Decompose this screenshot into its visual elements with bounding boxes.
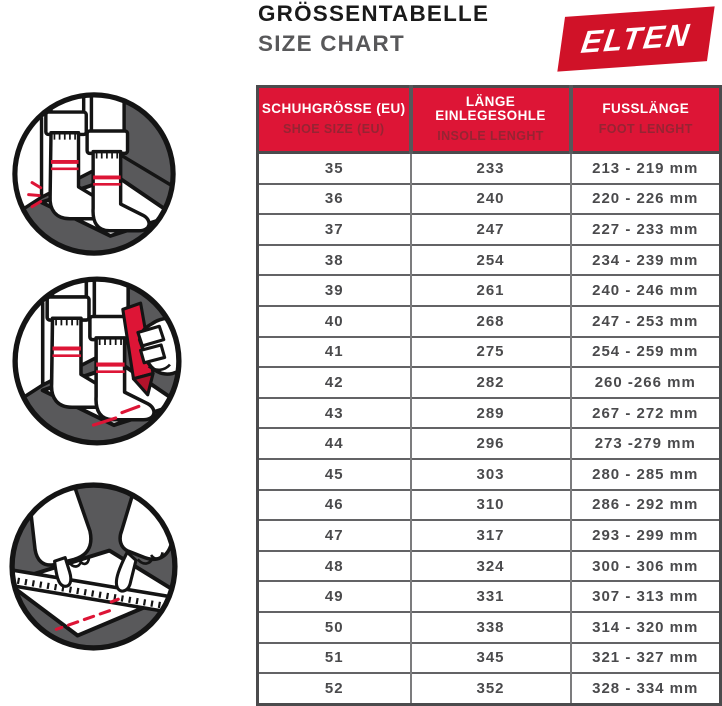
- cell-insole-length: 289: [411, 398, 571, 429]
- cell-shoe-size: 38: [258, 245, 411, 276]
- cell-shoe-size: 51: [258, 643, 411, 674]
- table-row: [258, 459, 721, 490]
- cell-insole-length: 296: [411, 428, 571, 459]
- cell-foot-length: 254 - 259 mm: [571, 337, 721, 368]
- cell-shoe-size: 35: [258, 153, 411, 184]
- cell-foot-length: 286 - 292 mm: [571, 490, 721, 521]
- column-header-foot-length-de: FUSSLÄNGE: [602, 101, 690, 116]
- cell-shoe-size: 44: [258, 428, 411, 459]
- heel-against-wall-illustration: [8, 88, 180, 260]
- table-row: [258, 245, 721, 276]
- cell-insole-length: 275: [411, 337, 571, 368]
- column-header-insole-length-en: INSOLE LENGHT: [437, 129, 544, 143]
- cell-insole-length: 338: [411, 612, 571, 643]
- table-header-row: [258, 87, 721, 153]
- table-row: [258, 581, 721, 612]
- cell-foot-length: 314 - 320 mm: [571, 612, 721, 643]
- table-row: [258, 153, 721, 184]
- cell-foot-length: 307 - 313 mm: [571, 581, 721, 612]
- cell-shoe-size: 45: [258, 459, 411, 490]
- table-row: [258, 306, 721, 337]
- cell-shoe-size: 41: [258, 337, 411, 368]
- table-row: [258, 643, 721, 674]
- cell-foot-length: 247 - 253 mm: [571, 306, 721, 337]
- cell-foot-length: 240 - 246 mm: [571, 275, 721, 306]
- table-row: [258, 490, 721, 521]
- size-table: [256, 85, 722, 706]
- column-header-foot-length: [571, 87, 721, 153]
- cell-insole-length: 324: [411, 551, 571, 582]
- table-row: [258, 612, 721, 643]
- cell-shoe-size: 40: [258, 306, 411, 337]
- table-row: [258, 367, 721, 398]
- cell-shoe-size: 52: [258, 673, 411, 704]
- cell-insole-length: 317: [411, 520, 571, 551]
- table-row: [258, 184, 721, 215]
- cell-shoe-size: 46: [258, 490, 411, 521]
- elten-logo-text: ELTEN: [579, 16, 694, 61]
- cell-shoe-size: 49: [258, 581, 411, 612]
- cell-insole-length: 282: [411, 367, 571, 398]
- cell-insole-length: 345: [411, 643, 571, 674]
- cell-foot-length: 227 - 233 mm: [571, 214, 721, 245]
- page-title-english: SIZE CHART: [258, 31, 405, 56]
- cell-foot-length: 293 - 299 mm: [571, 520, 721, 551]
- cell-insole-length: 303: [411, 459, 571, 490]
- table-row: [258, 275, 721, 306]
- table-row: [258, 520, 721, 551]
- cell-shoe-size: 43: [258, 398, 411, 429]
- cell-foot-length: 300 - 306 mm: [571, 551, 721, 582]
- cell-insole-length: 233: [411, 153, 571, 184]
- cell-foot-length: 273 -279 mm: [571, 428, 721, 459]
- column-header-foot-length-en: FOOT LENGHT: [598, 122, 693, 136]
- cell-insole-length: 352: [411, 673, 571, 704]
- cell-foot-length: 213 - 219 mm: [571, 153, 721, 184]
- column-header-shoe-size-de: SCHUHGRÖSSE (EU): [261, 101, 406, 116]
- cell-insole-length: 240: [411, 184, 571, 215]
- column-header-insole-length: [411, 87, 571, 153]
- cell-shoe-size: 47: [258, 520, 411, 551]
- table-row: [258, 214, 721, 245]
- cell-insole-length: 268: [411, 306, 571, 337]
- cell-foot-length: 267 - 272 mm: [571, 398, 721, 429]
- column-header-shoe-size: [258, 87, 411, 153]
- cell-shoe-size: 48: [258, 551, 411, 582]
- cell-foot-length: 280 - 285 mm: [571, 459, 721, 490]
- cell-insole-length: 310: [411, 490, 571, 521]
- page-title-german: GRÖSSENTABELLE: [258, 1, 490, 26]
- cell-foot-length: 321 - 327 mm: [571, 643, 721, 674]
- mark-toe-with-pen-illustration: [8, 272, 186, 450]
- cell-shoe-size: 39: [258, 275, 411, 306]
- table-row: [258, 551, 721, 582]
- cell-shoe-size: 42: [258, 367, 411, 398]
- table-row: [258, 337, 721, 368]
- measure-outline-with-ruler-illustration: [5, 478, 182, 655]
- cell-foot-length: 260 -266 mm: [571, 367, 721, 398]
- column-header-shoe-size-en: SHOE SIZE (EU): [283, 122, 385, 136]
- cell-shoe-size: 36: [258, 184, 411, 215]
- cell-shoe-size: 37: [258, 214, 411, 245]
- elten-logo-plate: [557, 6, 714, 71]
- cell-insole-length: 254: [411, 245, 571, 276]
- cell-foot-length: 328 - 334 mm: [571, 673, 721, 704]
- cell-insole-length: 261: [411, 275, 571, 306]
- elten-logo: [559, 7, 712, 71]
- cell-insole-length: 331: [411, 581, 571, 612]
- table-row: [258, 398, 721, 429]
- cell-shoe-size: 50: [258, 612, 411, 643]
- column-header-insole-length-de: LÄNGE EINLEGESOHLE: [435, 94, 546, 123]
- table-row: [258, 673, 721, 704]
- cell-foot-length: 234 - 239 mm: [571, 245, 721, 276]
- cell-foot-length: 220 - 226 mm: [571, 184, 721, 215]
- table-row: [258, 428, 721, 459]
- cell-insole-length: 247: [411, 214, 571, 245]
- page-title: [258, 1, 490, 56]
